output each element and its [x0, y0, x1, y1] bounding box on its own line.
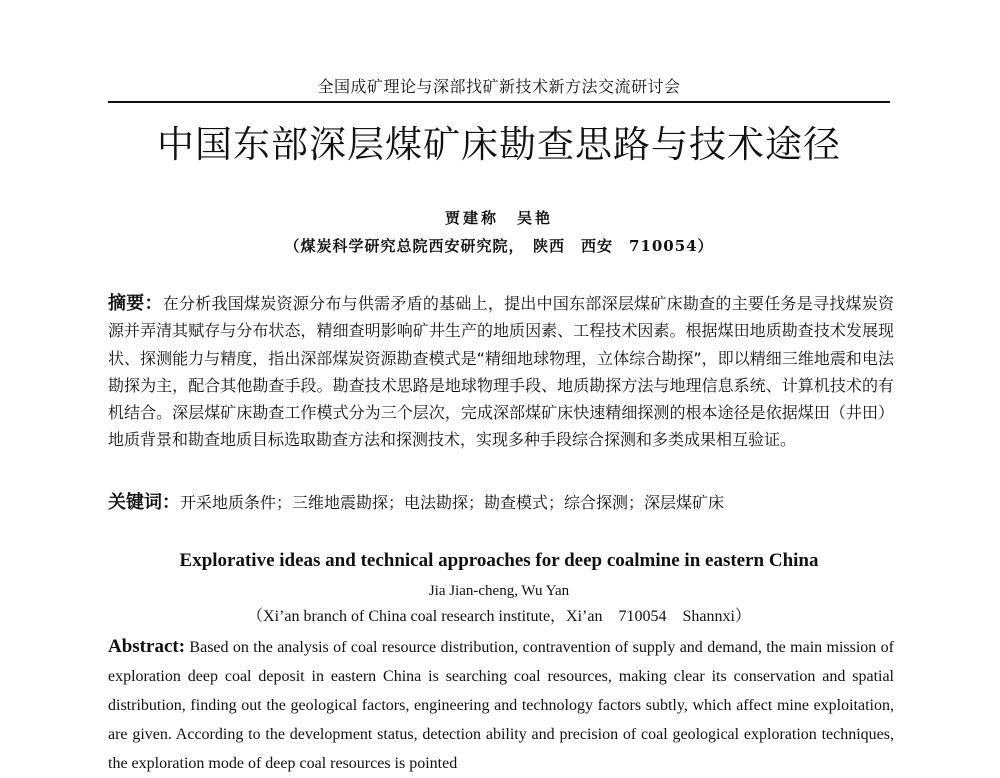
keywords-cn	[108, 490, 894, 516]
abstract-label-en: Abstract:	[108, 636, 186, 657]
keywords-label-cn: 关键词：	[108, 492, 180, 513]
abstract-cn	[108, 290, 894, 454]
conference-header: 全国成矿理论与深部找矿新技术新方法交流研讨会	[317, 77, 681, 96]
header-rule	[108, 101, 890, 103]
abstract-en	[108, 632, 894, 778]
paper-title-en: Explorative ideas and technical approaches for deep coalmine in eastern China	[179, 550, 819, 571]
authors-cn: 贾建称 吴艳	[444, 209, 553, 227]
keywords-text-cn: 开采地质条件；三维地震勘探；电法勘探；勘查模式；综合探测；深层煤矿床	[180, 493, 725, 512]
paper-title-cn: 中国东部深层煤矿床勘查思路与技术途径	[157, 123, 841, 166]
affiliation-cn: （煤炭科学研究总院西安研究院， 陕西 西安 710054）	[284, 237, 714, 255]
authors-en: Jia Jian-cheng, Wu Yan	[428, 583, 570, 599]
affiliation-en: （Xi’an branch of China coal research institute，Xi’an 710054 Shannxi）	[247, 608, 751, 625]
abstract-text-en: Based on the analysis of coal resource distribution, contravention of supply and demand, the main mission of exploration deep coal deposit in eastern China is searching coal resources, making clear its conservation and spatial distribution, finding out the geological factors, engineering and technology factors subtly, which affect mine exploitation, are given. According to the development status, detection ability and precision of coal geological exploration techniques, the exploration mode of deep coal resources is pointed	[108, 639, 895, 772]
abstract-label-cn: 摘要：	[108, 293, 163, 314]
abstract-text-cn: 在分析我国煤炭资源分布与供需矛盾的基础上，提出中国东部深层煤矿床勘查的主要任务是寻找煤炭资源并弄清其赋存与分布状态，精细查明影响矿井生产的地质因素、工程技术因素。根据煤田地质勘查技术发展现状、探测能力与精度，指出深部煤炭资源勘查模式是“精细地球物理，立体综合勘探”，即以精细三维地震和电法勘探为主，配合其他勘查手段。勘查技术思路是地球物理手段、地质勘探方法与地理信息系统、计算机技术的有机结合。深层煤矿床勘查工作模式分为三个层次，完成深部煤矿床快速精细探测的根本途径是依据煤田（井田）地质背景和勘查地质目标选取勘查方法和探测技术，实现多种手段综合探测和多类成果相互验证。	[108, 294, 894, 450]
